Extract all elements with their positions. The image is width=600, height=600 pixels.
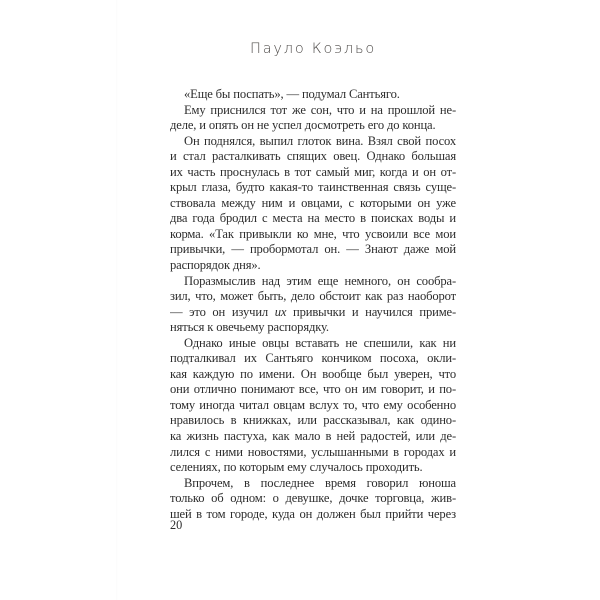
text-line: Он поднялся, выпил глоток вина. Взял свой посох (184, 133, 456, 148)
text-line: деле, и опять он не успел досмотреть его до конца. (170, 118, 436, 133)
text-line: зил, что, может быть, дело обстоит как раз наоборот (170, 289, 456, 304)
text-line: корма. «Так привыкли ко мне, что усвоили все мои (170, 226, 456, 241)
text-line: Однако иные овцы вставать не спешили, как ни (184, 335, 456, 350)
text-line: Впрочем, в последнее время говорил юноша (184, 475, 456, 490)
text-line: Поразмыслив над этим еще немного, он сообра- (184, 273, 456, 288)
text-line: лился с ними новостями, услышанными в городах и (170, 444, 456, 459)
text-line: крыл глаза, будто какая-то таинственная связь суще- (170, 180, 456, 195)
page-scan-edge (116, 0, 118, 600)
text-line: няться к овечьему распорядку. (170, 320, 329, 335)
text-line: шей в том городе, куда он должен был прийти через (170, 506, 456, 521)
text-line: они отлично понимают все, что он им говорит, и по- (170, 382, 456, 397)
text-line: только об одном: о девушке, дочке торговца, жив- (170, 491, 456, 506)
text-line: кая каждую по имени. Он вообще был уверен, что (170, 366, 456, 381)
text-line: их часть проснулась в тот самый миг, когда и он от- (170, 164, 456, 179)
text-line: привычки, — пробормотал он. — Знают даже мой (170, 242, 456, 257)
text-line: два года бродил с места на место в поисках воды и (170, 211, 456, 226)
text-line: — это он изучил их привычки и научился приме- (170, 304, 456, 319)
text-line: ствовала между ним и овцами, с которыми он уже (170, 195, 456, 210)
book-author-header: Пауло Коэльо (249, 41, 376, 57)
text-line: и стал расталкивать спящих овец. Однако большая (170, 149, 456, 164)
text-line: тому иногда читал овцам вслух то, что ему особенно (170, 397, 456, 412)
text-line: распорядок дня». (170, 258, 261, 273)
page-number: 20 (170, 518, 183, 532)
text-line: «Еще бы поспать», — подумал Сантьяго. (184, 87, 400, 101)
text-line: ка жизнь пастуха, как мало в ней радостей, или де- (170, 429, 456, 444)
text-line: нравилось в книжках, или рассказывал, как одино- (170, 413, 456, 428)
text-line: Ему приснился тот же сон, что и на прошлой не- (184, 102, 456, 117)
text-line: селениях, по которым ему случалось проходить. (170, 460, 423, 475)
page-body (170, 87, 456, 522)
italic-emphasis: их (274, 304, 287, 319)
text-line: подталкивал их Сантьяго кончиком посоха, окли- (170, 351, 456, 366)
